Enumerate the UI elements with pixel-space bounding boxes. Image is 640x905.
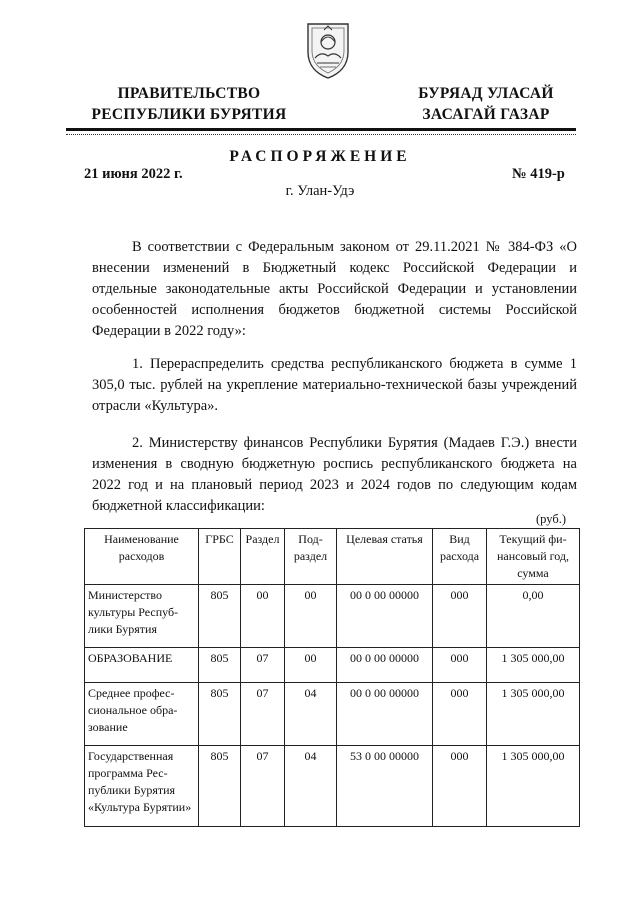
- column-header: Подраздел: [285, 529, 337, 585]
- table-cell: 00: [285, 648, 337, 683]
- table-cell: 07: [241, 683, 285, 746]
- header-divider-thick: [66, 128, 576, 131]
- header-divider-thin: [66, 134, 576, 135]
- preamble-paragraph: В соответствии с Федеральным законом от 29.11.2021 № 384-ФЗ «О внесении изменений в Бюджетный кодекс Российской Федерации и отдельные законодательные акты Российской Федерации и установлении особенностей исполнения бюджетов бюджетной системы Российской Федерации в 2022 году»:: [92, 239, 577, 339]
- table-row: [85, 683, 580, 746]
- table-header-row: [85, 529, 580, 585]
- document-number: № 419-р: [512, 166, 565, 182]
- column-header: Текущий финансовый год, сумма: [487, 529, 580, 585]
- document-date: 21 июня 2022 г.: [84, 166, 183, 182]
- table-cell: 000: [433, 585, 487, 648]
- table-cell: 805: [199, 648, 241, 683]
- table-cell: 1 305 000,00: [487, 746, 580, 827]
- table-cell: 04: [285, 746, 337, 827]
- table-cell: 0,00: [487, 585, 580, 648]
- table-cell: 00 0 00 00000: [337, 585, 433, 648]
- clause-2-paragraph: 2. Министерству финансов Республики Бурятия (Мадаев Г.Э.) внести изменения в сводную бюджетную роспись республиканского бюджета на 2022 год и на плановый период 2023 и 2024 годов по следующим кодам бюджетной классификации:: [92, 435, 577, 514]
- document-title: РАСПОРЯЖЕНИЕ: [229, 148, 411, 165]
- column-header: Наименование расходов: [85, 529, 199, 585]
- issuer-name-russian-line2: РЕСПУБЛИКИ БУРЯТИЯ: [91, 106, 287, 123]
- table-cell: Министерство культуры Республики Бурятия: [85, 585, 199, 648]
- issuer-name-buryat: [396, 83, 576, 125]
- table-cell: 1 305 000,00: [487, 648, 580, 683]
- table-cell: 000: [433, 648, 487, 683]
- table-row: [85, 585, 580, 648]
- table-cell: 000: [433, 746, 487, 827]
- table-row: [85, 648, 580, 683]
- table-cell: 00 0 00 00000: [337, 683, 433, 746]
- table-cell: 805: [199, 585, 241, 648]
- column-header: ГРБС: [199, 529, 241, 585]
- table-cell: 07: [241, 648, 285, 683]
- budget-classification-table: [84, 528, 580, 827]
- currency-unit-label: (руб.): [536, 512, 566, 526]
- table-cell: 07: [241, 746, 285, 827]
- table-cell: 805: [199, 746, 241, 827]
- column-header: Целевая статья: [337, 529, 433, 585]
- table-cell: Государственная программа Республики Бурятия «Культура Бурятии»: [85, 746, 199, 827]
- table-cell: 805: [199, 683, 241, 746]
- table-cell: 00 0 00 00000: [337, 648, 433, 683]
- clause-1-paragraph: 1. Перераспределить средства республиканского бюджета в сумме 1 305,0 тыс. рублей на укрепление материально-технической базы учреждений отрасли «Культура».: [92, 356, 577, 414]
- document-city: г. Улан-Удэ: [285, 183, 355, 199]
- column-header: Вид расхода: [433, 529, 487, 585]
- column-header: Раздел: [241, 529, 285, 585]
- issuer-name-russian-line1: ПРАВИТЕЛЬСТВО: [117, 85, 261, 102]
- table-cell: Среднее профессиональное образование: [85, 683, 199, 746]
- table-cell: ОБРАЗОВАНИЕ: [85, 648, 199, 683]
- coat-of-arms-emblem: [303, 18, 353, 80]
- issuer-name-buryat-line2: ЗАСАГАЙ ГАЗАР: [422, 106, 550, 123]
- issuer-name-buryat-line1: БУРЯАД УЛАСАЙ: [418, 85, 554, 102]
- table-cell: 04: [285, 683, 337, 746]
- table-cell: 000: [433, 683, 487, 746]
- table-cell: 1 305 000,00: [487, 683, 580, 746]
- issuer-name-russian: [84, 83, 294, 125]
- table-cell: 00: [285, 585, 337, 648]
- table-row: [85, 746, 580, 827]
- table-cell: 53 0 00 00000: [337, 746, 433, 827]
- table-cell: 00: [241, 585, 285, 648]
